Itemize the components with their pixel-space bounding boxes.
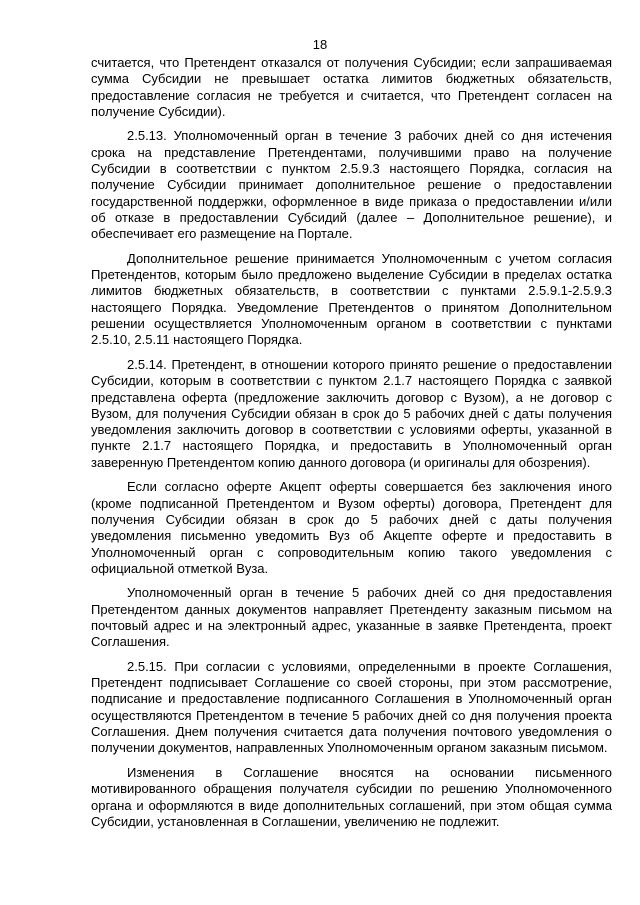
paragraph-amendments: Изменения в Соглашение вносятся на основании письменного мотивированного обращения получателя субсидии по решению Уполномоченного органа и оформляются в виде дополнительных соглашений, при этом общая сумма Субсидии, установленная в Соглашении, увеличению не подлежит. <box>91 764 612 829</box>
paragraph-offer-acceptance: Если согласно оферте Акцепт оферты совершается без заключения иного (кроме подписанной Претендентом и Вузом оферты) договора, Претендент для получения Субсидии обязан в срок до 5 рабочих дней с даты получения уведомления письменно уведомить Вуз об Акцепте оферте и предоставить в Уполномоченный орган с сопроводительным копию такого уведомления с официальной отметкой Вуза. <box>91 479 612 576</box>
page-number: 18 <box>312 37 328 52</box>
paragraph-additional-decision: Дополнительное решение принимается Уполномоченным с учетом согласия Претендентов, которым было предложено выделение Субсидии в пределах остатка лимитов бюджетных обязательств, в соответствии с пунктами 2.5.9.1-2.5.9.3 настоящего Порядка. Уведомление Претендентов о принятом Дополнительном решении осуществляется Уполномоченным органом в соответствии с пунктами 2.5.10, 2.5.11 настоящего Порядка. <box>91 250 612 348</box>
paragraph-2-5-14: 2.5.14. Претендент, в отношении которого принято решение о предоставлении Субсидии, которым в соответствии с пунктом 2.1.7 настоящего Порядка с заявкой представлена оферта (предложение заключить договор с Вузом), а не договор с Вузом, для получения Субсидии обязан в срок до 5 рабочих дней с даты получения уведомления заключить договор в соответствии с условиями оферты, указанной в пункте 2.1.7 настоящего Порядка, и предоставить в Уполномоченный орган заверенную Претендентом копию данного договора (и оригиналы для обозрения). <box>91 356 612 470</box>
paragraph-2-5-15: 2.5.15. При согласии с условиями, определенными в проекте Соглашения, Претендент подписывает Соглашение со своей стороны, при этом рассмотрение, подписание и предоставление подписанного Соглашения в Уполномоченный орган осуществляются Претендентом в течение 5 рабочих дней со дня получения проекта Соглашения. Днем получения считается дата получения почтового уведомления о получении документов, направленных Уполномоченным органом заказным письмом. <box>91 658 612 756</box>
paragraph-continuation: считается, что Претендент отказался от получения Субсидии; если запрашиваемая сумма Субсидии не превышает остатка лимитов бюджетных обязательств, предоставление согласия не требуется и считается, что Претендент согласен на получение Субсидии). <box>91 55 612 119</box>
paragraph-2-5-13: 2.5.13. Уполномоченный орган в течение 3 рабочих дней со дня истечения срока на представление Претендентами, получившими право на получение Субсидии в соответствии с пунктом 2.5.9.3 настоящего Порядка, согласия на получение Субсидии принимает дополнительное решение о предоставлении государственной поддержки, оформленное в виде приказа о предоставлении и/или об отказе в предоставлении Субсидий (далее – Дополнительное решение), и обеспечивает его размещение на Портале. <box>91 128 612 242</box>
document-body <box>91 55 612 838</box>
paragraph-agreement-draft: Уполномоченный орган в течение 5 рабочих дней со дня предоставления Претендентом данных документов направляет Претенденту заказным письмом на почтовый адрес и на электронный адрес, указанные в заявке Претендента, проект Соглашения. <box>91 585 612 650</box>
